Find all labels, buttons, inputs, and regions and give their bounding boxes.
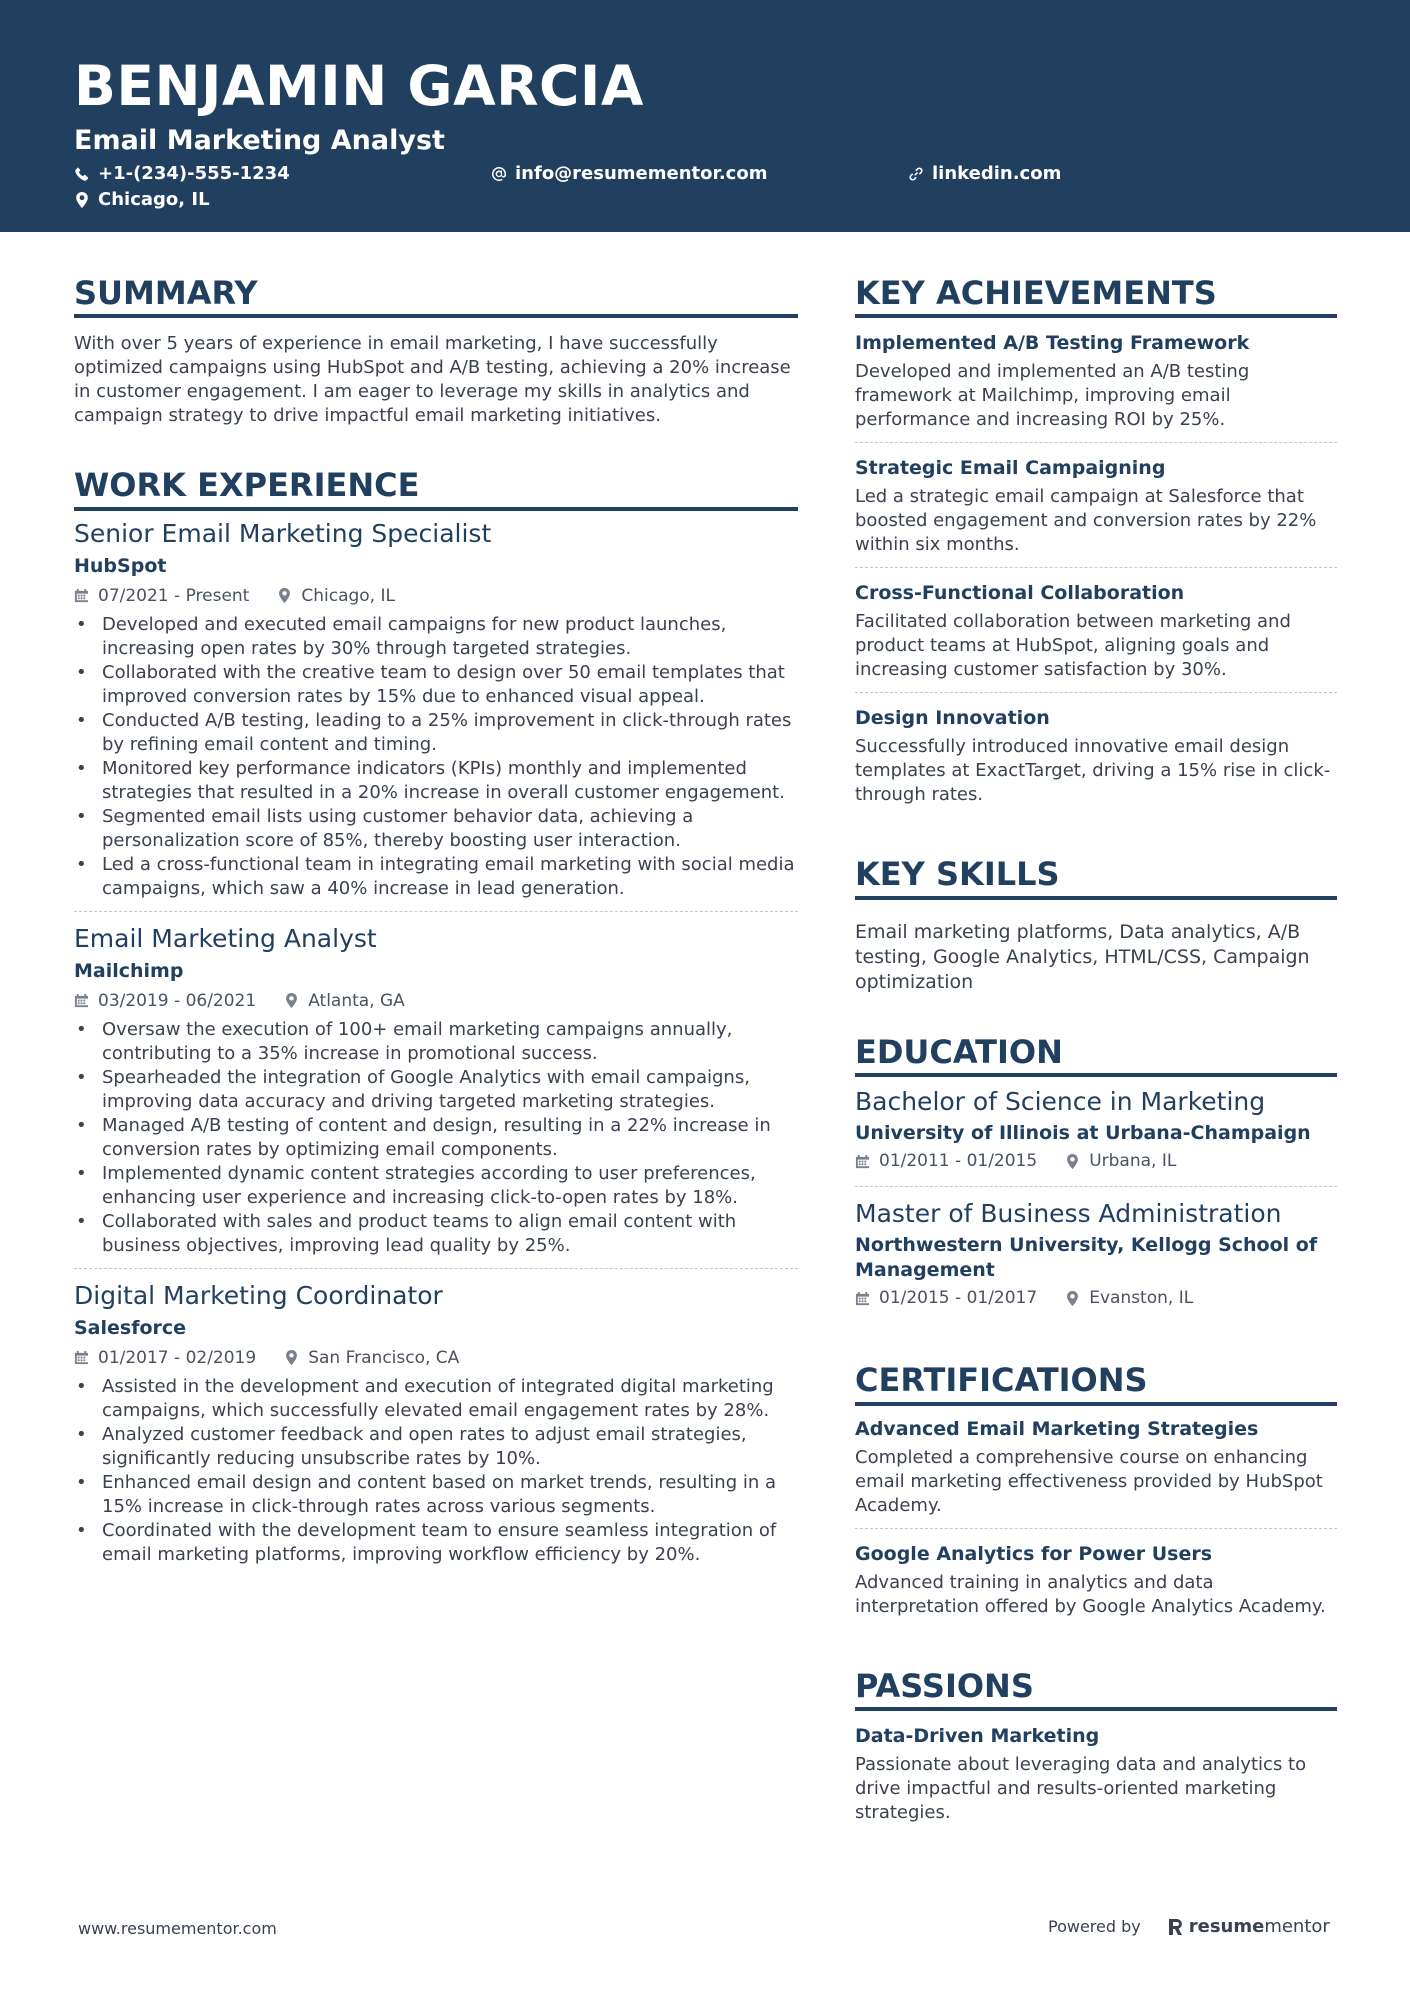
education-degree: Master of Business Administration: [855, 1199, 1282, 1229]
education-dates-text: 01/2011 - 01/2015: [879, 1151, 1038, 1172]
job-bullet: • Monitored key performance indicators (KPIs) monthly and implemented strategies that resulted in a 20% increase in overall customer engagement.: [74, 757, 798, 805]
location-pin-icon: [284, 993, 299, 1008]
job-bullet: • Segmented email lists using customer behavior data, achieving a personalization score of 85%, thereby boosting user interaction.: [74, 805, 798, 853]
contact-linkedin[interactable]: [908, 163, 1061, 185]
left-column: [74, 274, 798, 1615]
job-bullet: • Managed A/B testing of content and design, resulting in a 22% increase in conversion rates by optimizing email components.: [74, 1114, 798, 1162]
achievement-title: Strategic Email Campaigning: [855, 457, 1166, 480]
brand-name-light: mentor: [1264, 1916, 1330, 1937]
job-meta: [74, 1343, 798, 1373]
job-bullet: • Led a cross-functional team in integrating email marketing with social media campaigns, which saw a 40% increase in lead generation.: [74, 853, 798, 901]
education-item: [855, 1085, 1337, 1187]
experience-section: [74, 466, 798, 1576]
education-meta: [855, 1146, 1337, 1176]
job-bullet: • Collaborated with the creative team to design over 50 email templates that improved conversion rates by 15% due to enhanced visual appeal.: [74, 661, 798, 709]
section-title-achievements: KEY ACHIEVEMENTS: [855, 274, 1337, 318]
job-bullet: • Oversaw the execution of 100+ email marketing campaigns annually, contributing to a 35% increase in promotional success.: [74, 1018, 798, 1066]
job-dates-text: 03/2019 - 06/2021: [98, 990, 257, 1011]
achievement-item: [855, 328, 1337, 443]
education-location: [1065, 1283, 1193, 1313]
location-pin-icon: [277, 588, 292, 603]
job-title: Digital Marketing Coordinator: [74, 1280, 443, 1310]
phone-icon: [74, 166, 90, 182]
location-pin-icon: [284, 1350, 299, 1365]
job-location-text: Atlanta, GA: [308, 990, 405, 1011]
job-dates: [74, 1343, 256, 1373]
section-title-passions: PASSIONS: [855, 1667, 1337, 1711]
job-dates-text: 01/2017 - 02/2019: [98, 1347, 257, 1368]
job-bullet: • Spearheaded the integration of Google Analytics with email campaigns, improving data accuracy and driving targeted marketing strategies.: [74, 1066, 798, 1114]
certification-item: [855, 1414, 1337, 1529]
achievement-text: Led a strategic email campaign at Salesforce that boosted engagement and conversion rates by 22% within six months.: [855, 486, 1317, 556]
email-text: info@resumementor.com: [515, 163, 768, 184]
calendar-icon: [74, 588, 89, 603]
job-bullet: • Conducted A/B testing, leading to a 25% improvement in click-through rates by refining email content and timing.: [74, 709, 798, 757]
job-bullets: [74, 1018, 798, 1258]
certification-item: [855, 1539, 1337, 1629]
certification-text: Advanced training in analytics and data interpretation offered by Google Analytics Academy.: [855, 1571, 1326, 1617]
job-bullet: • Implemented dynamic content strategies according to user preferences, enhancing user experience and increasing click-to-open rates by 18%.: [74, 1162, 798, 1210]
education-meta: [855, 1283, 1337, 1313]
location-pin-icon: [74, 192, 90, 208]
summary-text: With over 5 years of experience in email marketing, I have successfully optimized campaigns using HubSpot and A/B testing, achieving a 20% increase in customer engagement. I am eager to leverage my skills in analytics and campaign strategy to drive impactful email marketing initiatives.: [74, 333, 791, 427]
achievements-section: [855, 274, 1337, 817]
job-location: [277, 581, 395, 611]
job-entry: [74, 1279, 798, 1577]
job-bullet: • Developed and executed email campaigns for new product launches, increasing open rates by 30% through targeted strategies.: [74, 613, 798, 661]
contact-location: [74, 189, 210, 211]
section-title-experience: WORK EXPERIENCE: [74, 466, 798, 510]
job-title: Email Marketing Analyst: [74, 923, 377, 953]
job-dates-text: 07/2021 - Present: [98, 585, 250, 606]
footer-website[interactable]: www.resumementor.com: [78, 1919, 277, 1938]
phone-text: +1-(234)-555-1234: [98, 163, 290, 184]
resume-header: [0, 0, 1410, 232]
certification-text: Completed a comprehensive course on enhancing email marketing effectiveness provided by HubSpot Academy.: [855, 1446, 1323, 1516]
passion-item: [855, 1721, 1337, 1835]
education-dates: [855, 1146, 1037, 1176]
job-bullet: • Enhanced email design and content based on market trends, resulting in a 15% increase in click-through rates across various segments.: [74, 1471, 798, 1519]
contact-email[interactable]: [491, 163, 767, 185]
job-meta: [74, 581, 798, 611]
education-location-text: Evanston, IL: [1089, 1288, 1194, 1309]
job-dates: [74, 986, 256, 1016]
education-dates-text: 01/2015 - 01/2017: [879, 1288, 1038, 1309]
job-bullets: [74, 1375, 798, 1567]
link-icon: [908, 166, 924, 182]
achievement-item: [855, 578, 1337, 693]
certification-title: Advanced Email Marketing Strategies: [855, 1417, 1259, 1440]
job-bullet: • Coordinated with the development team to ensure seamless integration of email marketing platforms, improving workflow efficiency by 20%.: [74, 1519, 798, 1567]
job-bullet: • Assisted in the development and execution of integrated digital marketing campaigns, which successfully elevated email engagement rates by 28%.: [74, 1375, 798, 1423]
calendar-icon: [855, 1154, 870, 1169]
job-company: HubSpot: [74, 554, 167, 577]
education-location-text: Urbana, IL: [1089, 1151, 1177, 1172]
job-location: [284, 1343, 459, 1373]
footer-branding: [1048, 1916, 1330, 1937]
section-title-certifications: CERTIFICATIONS: [855, 1361, 1337, 1405]
job-company: Mailchimp: [74, 959, 184, 982]
calendar-icon: [855, 1291, 870, 1306]
candidate-name: BENJAMIN GARCIA: [74, 54, 644, 118]
job-location: [284, 986, 405, 1016]
education-location: [1065, 1146, 1176, 1176]
job-location-text: San Francisco, CA: [308, 1347, 460, 1368]
education-section: [855, 1033, 1337, 1323]
calendar-icon: [74, 1350, 89, 1365]
skills-text: Email marketing platforms, Data analytics, A/B testing, Google Analytics, HTML/CSS, Campaign optimization: [855, 920, 1310, 993]
passions-section: [855, 1667, 1337, 1835]
education-school: University of Illinois at Urbana-Champaign: [855, 1122, 1311, 1145]
at-icon: [491, 166, 507, 182]
achievement-title: Cross-Functional Collaboration: [855, 582, 1185, 605]
job-location-text: Chicago, IL: [301, 585, 395, 606]
section-title-education: EDUCATION: [855, 1033, 1337, 1077]
certifications-section: [855, 1361, 1337, 1628]
location-pin-icon: [1065, 1291, 1080, 1306]
job-title: Senior Email Marketing Specialist: [74, 518, 492, 548]
job-company: Salesforce: [74, 1316, 187, 1339]
summary-section: [74, 274, 798, 428]
powered-by-text: Powered by: [1048, 1917, 1141, 1936]
achievement-text: Developed and implemented an A/B testing framework at Mailchimp, improving email performance and increasing ROI by 25%.: [855, 361, 1250, 431]
achievement-title: Design Innovation: [855, 707, 1050, 730]
calendar-icon: [74, 993, 89, 1008]
job-bullet: • Analyzed customer feedback and open rates to adjust email strategies, significantly reducing unsubscribe rates by 10%.: [74, 1423, 798, 1471]
location-text: Chicago, IL: [98, 189, 210, 210]
brand-name-bold: resume: [1188, 1916, 1265, 1937]
certification-title: Google Analytics for Power Users: [855, 1542, 1213, 1565]
passion-title: Data-Driven Marketing: [855, 1724, 1100, 1747]
skills-section: [855, 855, 1337, 994]
job-bullets: [74, 613, 798, 901]
achievement-item: [855, 453, 1337, 568]
location-pin-icon: [1065, 1154, 1080, 1169]
contact-phone[interactable]: [74, 163, 290, 185]
section-title-skills: KEY SKILLS: [855, 855, 1337, 899]
achievement-text: Facilitated collaboration between marketing and product teams at HubSpot, aligning goals and increasing customer satisfaction by 30%.: [855, 611, 1291, 681]
candidate-role: Email Marketing Analyst: [74, 125, 445, 156]
job-dates: [74, 581, 249, 611]
linkedin-text: linkedin.com: [932, 163, 1062, 184]
achievement-item: [855, 703, 1337, 817]
job-entry: [74, 922, 798, 1269]
job-meta: [74, 986, 798, 1016]
education-school: Northwestern University, Kellogg School of Management: [855, 1234, 1318, 1282]
education-degree: Bachelor of Science in Marketing: [855, 1087, 1266, 1117]
resumementor-logo-icon: [1167, 1918, 1183, 1936]
right-column: [855, 274, 1337, 1873]
job-bullet: • Collaborated with sales and product teams to align email content with business objectives, improving lead quality by 25%.: [74, 1210, 798, 1258]
section-title-summary: SUMMARY: [74, 274, 798, 318]
education-dates: [855, 1283, 1037, 1313]
achievement-text: Successfully introduced innovative email design templates at ExactTarget, driving a 15% rise in click-through rates.: [855, 736, 1331, 806]
education-item: [855, 1197, 1337, 1323]
passion-text: Passionate about leveraging data and analytics to drive impactful and results-oriented marketing strategies.: [855, 1753, 1307, 1823]
achievement-title: Implemented A/B Testing Framework: [855, 332, 1250, 355]
job-entry: [74, 517, 798, 912]
brand-logo[interactable]: [1167, 1916, 1330, 1937]
